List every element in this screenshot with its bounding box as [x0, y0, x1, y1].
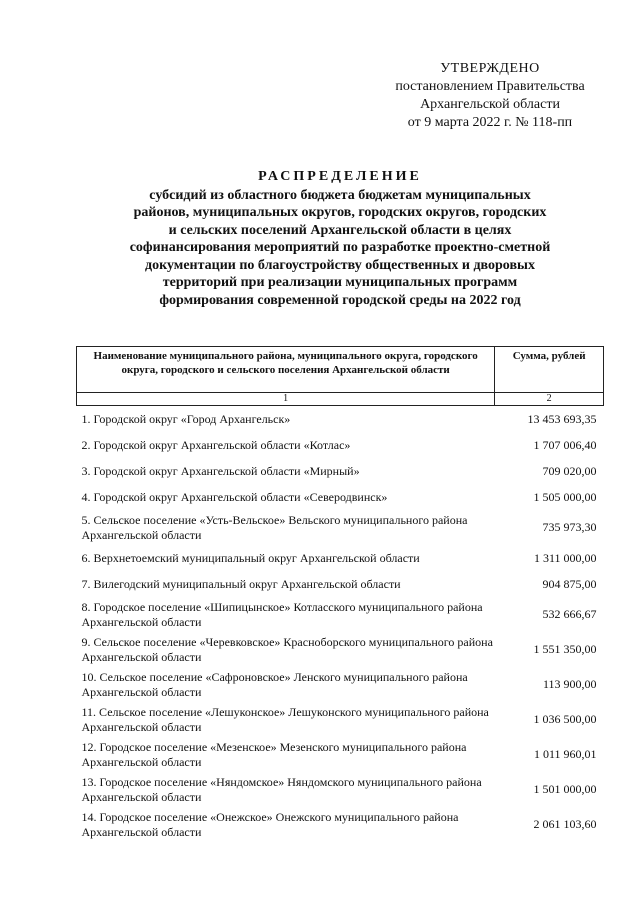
- table-row: [77, 702, 604, 737]
- approval-title: УТВЕРЖДЕНО: [440, 61, 540, 76]
- document-heading: РАСПРЕДЕЛЕНИЕ: [258, 169, 422, 184]
- table-row: [77, 597, 604, 632]
- row-name: 1. Городской округ «Город Архангельск»: [81, 411, 291, 426]
- table-row: [77, 545, 604, 571]
- row-amount: 1 707 006,40: [533, 437, 597, 452]
- row-amount: 2 061 103,60: [533, 817, 597, 831]
- row-name: 4. Городской округ Архангельской области «Северодвинск»: [81, 489, 388, 504]
- row-amount: 1 036 500,00: [533, 712, 597, 726]
- row-name: 3. Городской округ Архангельской области «Мирный»: [81, 463, 360, 478]
- column-number-2: 2: [495, 393, 604, 406]
- row-amount: 1 505 000,00: [533, 489, 597, 504]
- row-amount: 113 900,00: [542, 677, 597, 691]
- row-amount: 1 551 350,00: [533, 642, 597, 656]
- table-row: [77, 737, 604, 772]
- table-header-row: [77, 347, 604, 393]
- table-row: [77, 510, 604, 545]
- approval-stamp: [370, 60, 610, 132]
- table-row: [77, 772, 604, 807]
- table-row: [77, 458, 604, 484]
- table-row: [77, 484, 604, 510]
- column-number-1: 1: [77, 393, 495, 406]
- table-row: [77, 632, 604, 667]
- column-number-row: [77, 393, 604, 406]
- row-amount: 904 875,00: [542, 576, 597, 591]
- subtitle-line: субсидий из областного бюджета бюджетам муниципальных: [149, 187, 531, 203]
- row-amount: 532 666,67: [542, 607, 597, 621]
- row-name: 14. Городское поселение «Онежское» Онежского муниципального района Архангельской области: [81, 809, 459, 839]
- column-header-name: Наименование муниципального района, муниципального округа, городского округа, городского и сельского поселения Архангельской области: [77, 347, 495, 393]
- row-name: 6. Верхнетоемский муниципальный округ Архангельской области: [81, 550, 420, 565]
- row-amount: 735 973,30: [542, 520, 597, 534]
- subtitle-line: и сельских поселений Архангельской области в целях: [168, 222, 512, 238]
- row-amount: 1 011 960,01: [533, 747, 597, 761]
- row-amount: 1 501 000,00: [533, 782, 597, 796]
- document-title-block: [100, 168, 580, 309]
- table-row: [77, 667, 604, 702]
- row-name: 5. Сельское поселение «Усть-Вельское» Вельского муниципального района Архангельской области: [81, 512, 468, 542]
- subtitle-line: территорий при реализации муниципальных программ: [162, 275, 518, 290]
- row-amount: 13 453 693,35: [527, 411, 597, 426]
- table-row: [77, 807, 604, 842]
- subtitle-line: документации по благоустройству общественных и дворовых: [145, 257, 535, 273]
- row-amount: 1 311 000,00: [533, 550, 597, 565]
- approval-line-3: от 9 марта 2022 г. № 118-пп: [407, 115, 573, 130]
- row-name: 13. Городское поселение «Няндомское» Няндомского муниципального района Архангельской области: [81, 774, 482, 804]
- row-amount: 709 020,00: [542, 463, 597, 478]
- table-row: [77, 571, 604, 597]
- row-name: 8. Городское поселение «Шипицынское» Котласского муниципального района Архангельской области: [81, 599, 483, 629]
- row-name: 12. Городское поселение «Мезенское» Мезенского муниципального района Архангельской области: [81, 739, 467, 769]
- row-name: 2. Городской округ Архангельской области «Котлас»: [81, 437, 351, 452]
- subtitle-line: формирования современной городской среды на 2022 год: [159, 292, 521, 308]
- row-name: 10. Сельское поселение «Сафроновское» Ленского муниципального района Архангельской области: [81, 669, 468, 699]
- row-name: 7. Вилегодский муниципальный округ Архангельской области: [81, 576, 401, 591]
- table-row: [77, 406, 604, 433]
- row-name: 11. Сельское поселение «Лешуконское» Лешуконского муниципального района Архангельской области: [81, 704, 489, 734]
- distribution-table: [76, 346, 604, 842]
- row-name: 9. Сельское поселение «Черевковское» Красноборского муниципального района Архангельской области: [81, 634, 493, 664]
- approval-line-2: Архангельской области: [420, 97, 560, 112]
- table-row: [77, 432, 604, 458]
- column-header-sum: Сумма, рублей: [495, 347, 604, 393]
- subtitle-line: районов, муниципальных округов, городских округов, городских: [133, 205, 547, 220]
- subtitle-line: софинансирования мероприятий по разработке проектно-сметной: [129, 240, 551, 255]
- approval-line-1: постановлением Правительства: [395, 79, 585, 94]
